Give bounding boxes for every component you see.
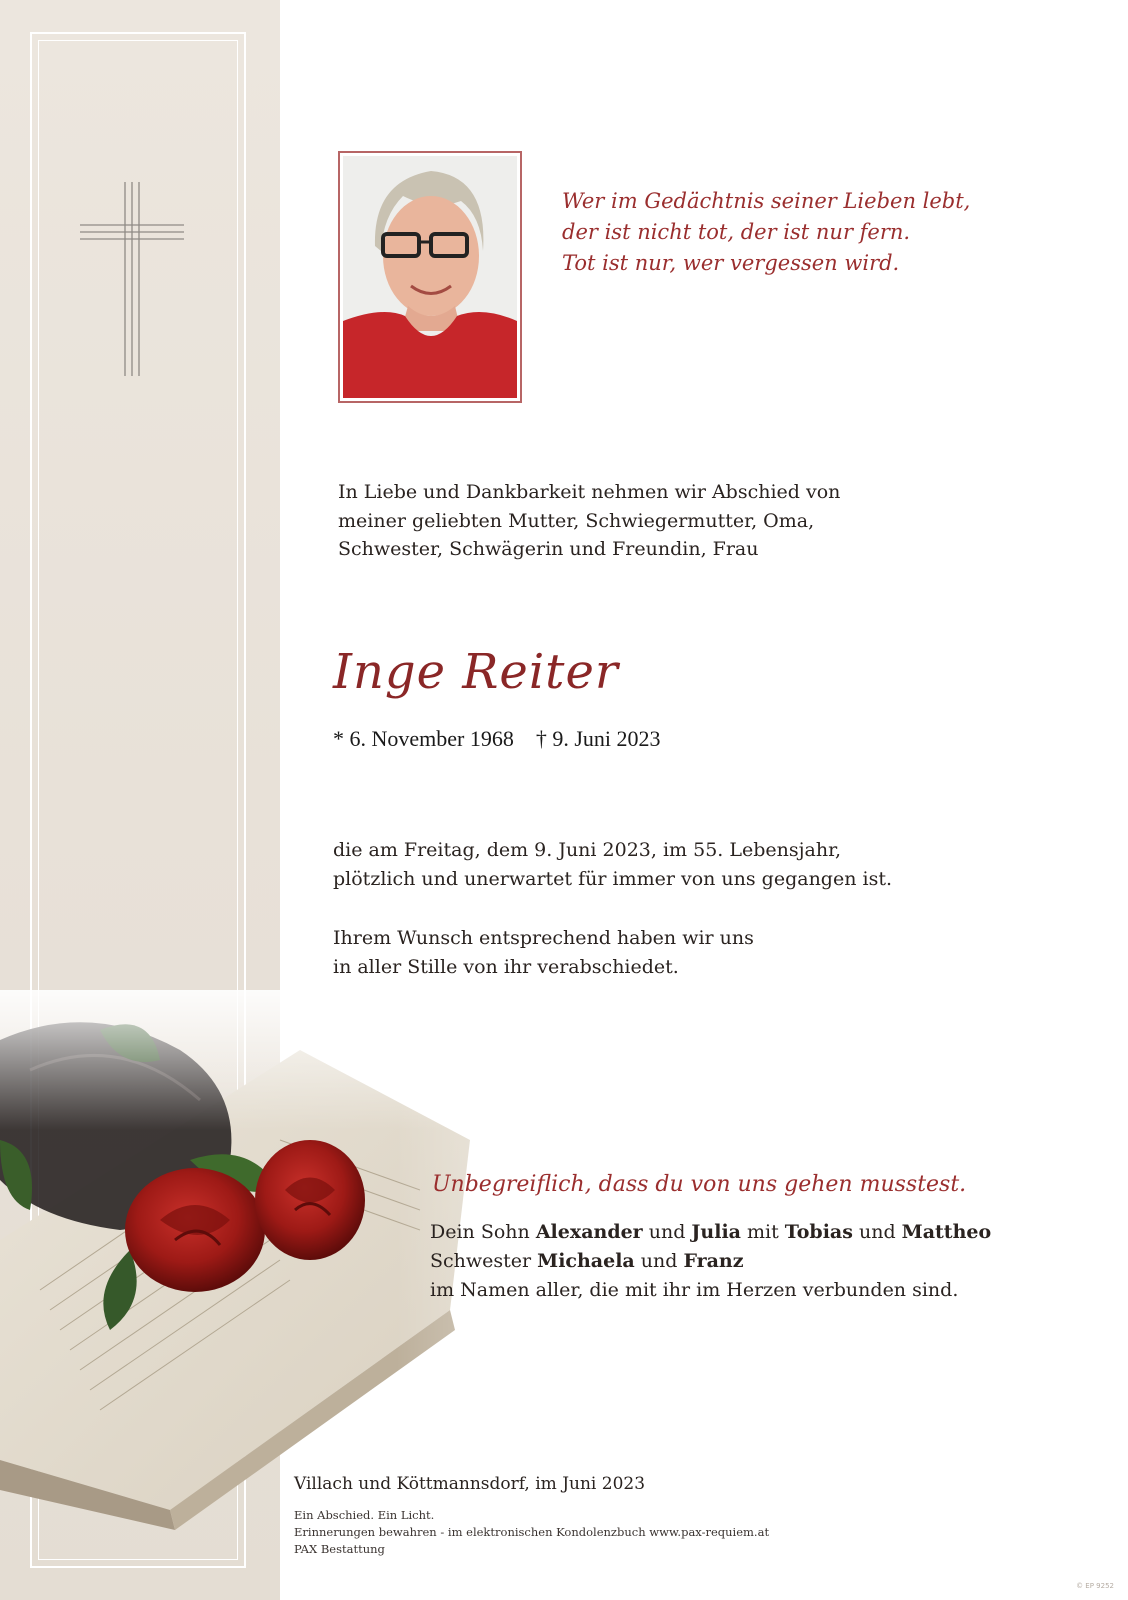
- family-name: Michaela: [537, 1250, 635, 1272]
- portrait-photo: [343, 156, 517, 398]
- death-date: † 9. Juni 2023: [535, 726, 661, 751]
- deceased-name: Inge Reiter: [333, 644, 619, 700]
- memorial-quote: [562, 186, 1082, 279]
- print-code: © EP 9252: [1076, 1582, 1114, 1590]
- cross-icon: [80, 182, 184, 376]
- birth-date: * 6. November 1968: [333, 726, 514, 751]
- footer-line: PAX Bestattung: [294, 1542, 385, 1556]
- intro-text: [338, 478, 998, 564]
- death-notice-text: [333, 836, 1013, 894]
- body-line: Ihrem Wunsch entsprechend haben wir uns: [333, 927, 754, 949]
- intro-line: In Liebe und Dankbarkeit nehmen wir Abschied von: [338, 481, 841, 503]
- family-signature: [430, 1218, 1110, 1305]
- farewell-text: [333, 924, 1013, 982]
- body-line: die am Freitag, dem 9. Juni 2023, im 55. Lebensjahr,: [333, 839, 842, 861]
- intro-line: Schwester, Schwägerin und Freundin, Frau: [338, 538, 759, 560]
- life-dates: [333, 726, 661, 752]
- place-date: Villach und Köttmannsdorf, im Juni 2023: [294, 1474, 646, 1494]
- family-name: Alexander: [535, 1221, 643, 1243]
- footer-line: Ein Abschied. Ein Licht.: [294, 1508, 435, 1522]
- quote-line: Wer im Gedächtnis seiner Lieben lebt,: [562, 189, 971, 213]
- tagline: Unbegreiflich, dass du von uns gehen musstest.: [432, 1172, 967, 1197]
- family-name: Franz: [683, 1250, 744, 1272]
- portrait-frame: [338, 151, 522, 403]
- family-line-1: Dein Sohn Alexander und Julia mit Tobias und Mattheo: [430, 1221, 992, 1243]
- family-name: Julia: [691, 1221, 741, 1243]
- footer-notes: [294, 1507, 769, 1558]
- quote-line: der ist nicht tot, der ist nur fern.: [562, 220, 911, 244]
- quote-line: Tot ist nur, wer vergessen wird.: [562, 251, 900, 275]
- intro-line: meiner geliebten Mutter, Schwiegermutter, Oma,: [338, 509, 815, 532]
- body-line: plötzlich und unerwartet für immer von uns gegangen ist.: [333, 868, 892, 890]
- footer-line: Erinnerungen bewahren - im elektronischen Kondolenzbuch www.pax-requiem.at: [294, 1525, 770, 1539]
- family-name: Tobias: [784, 1221, 853, 1243]
- family-line-2: Schwester Michaela und Franz: [430, 1250, 744, 1272]
- family-line-3: im Namen aller, die mit ihr im Herzen verbunden sind.: [430, 1279, 959, 1301]
- body-line: in aller Stille von ihr verabschiedet.: [333, 956, 679, 978]
- family-name: Mattheo: [901, 1221, 992, 1243]
